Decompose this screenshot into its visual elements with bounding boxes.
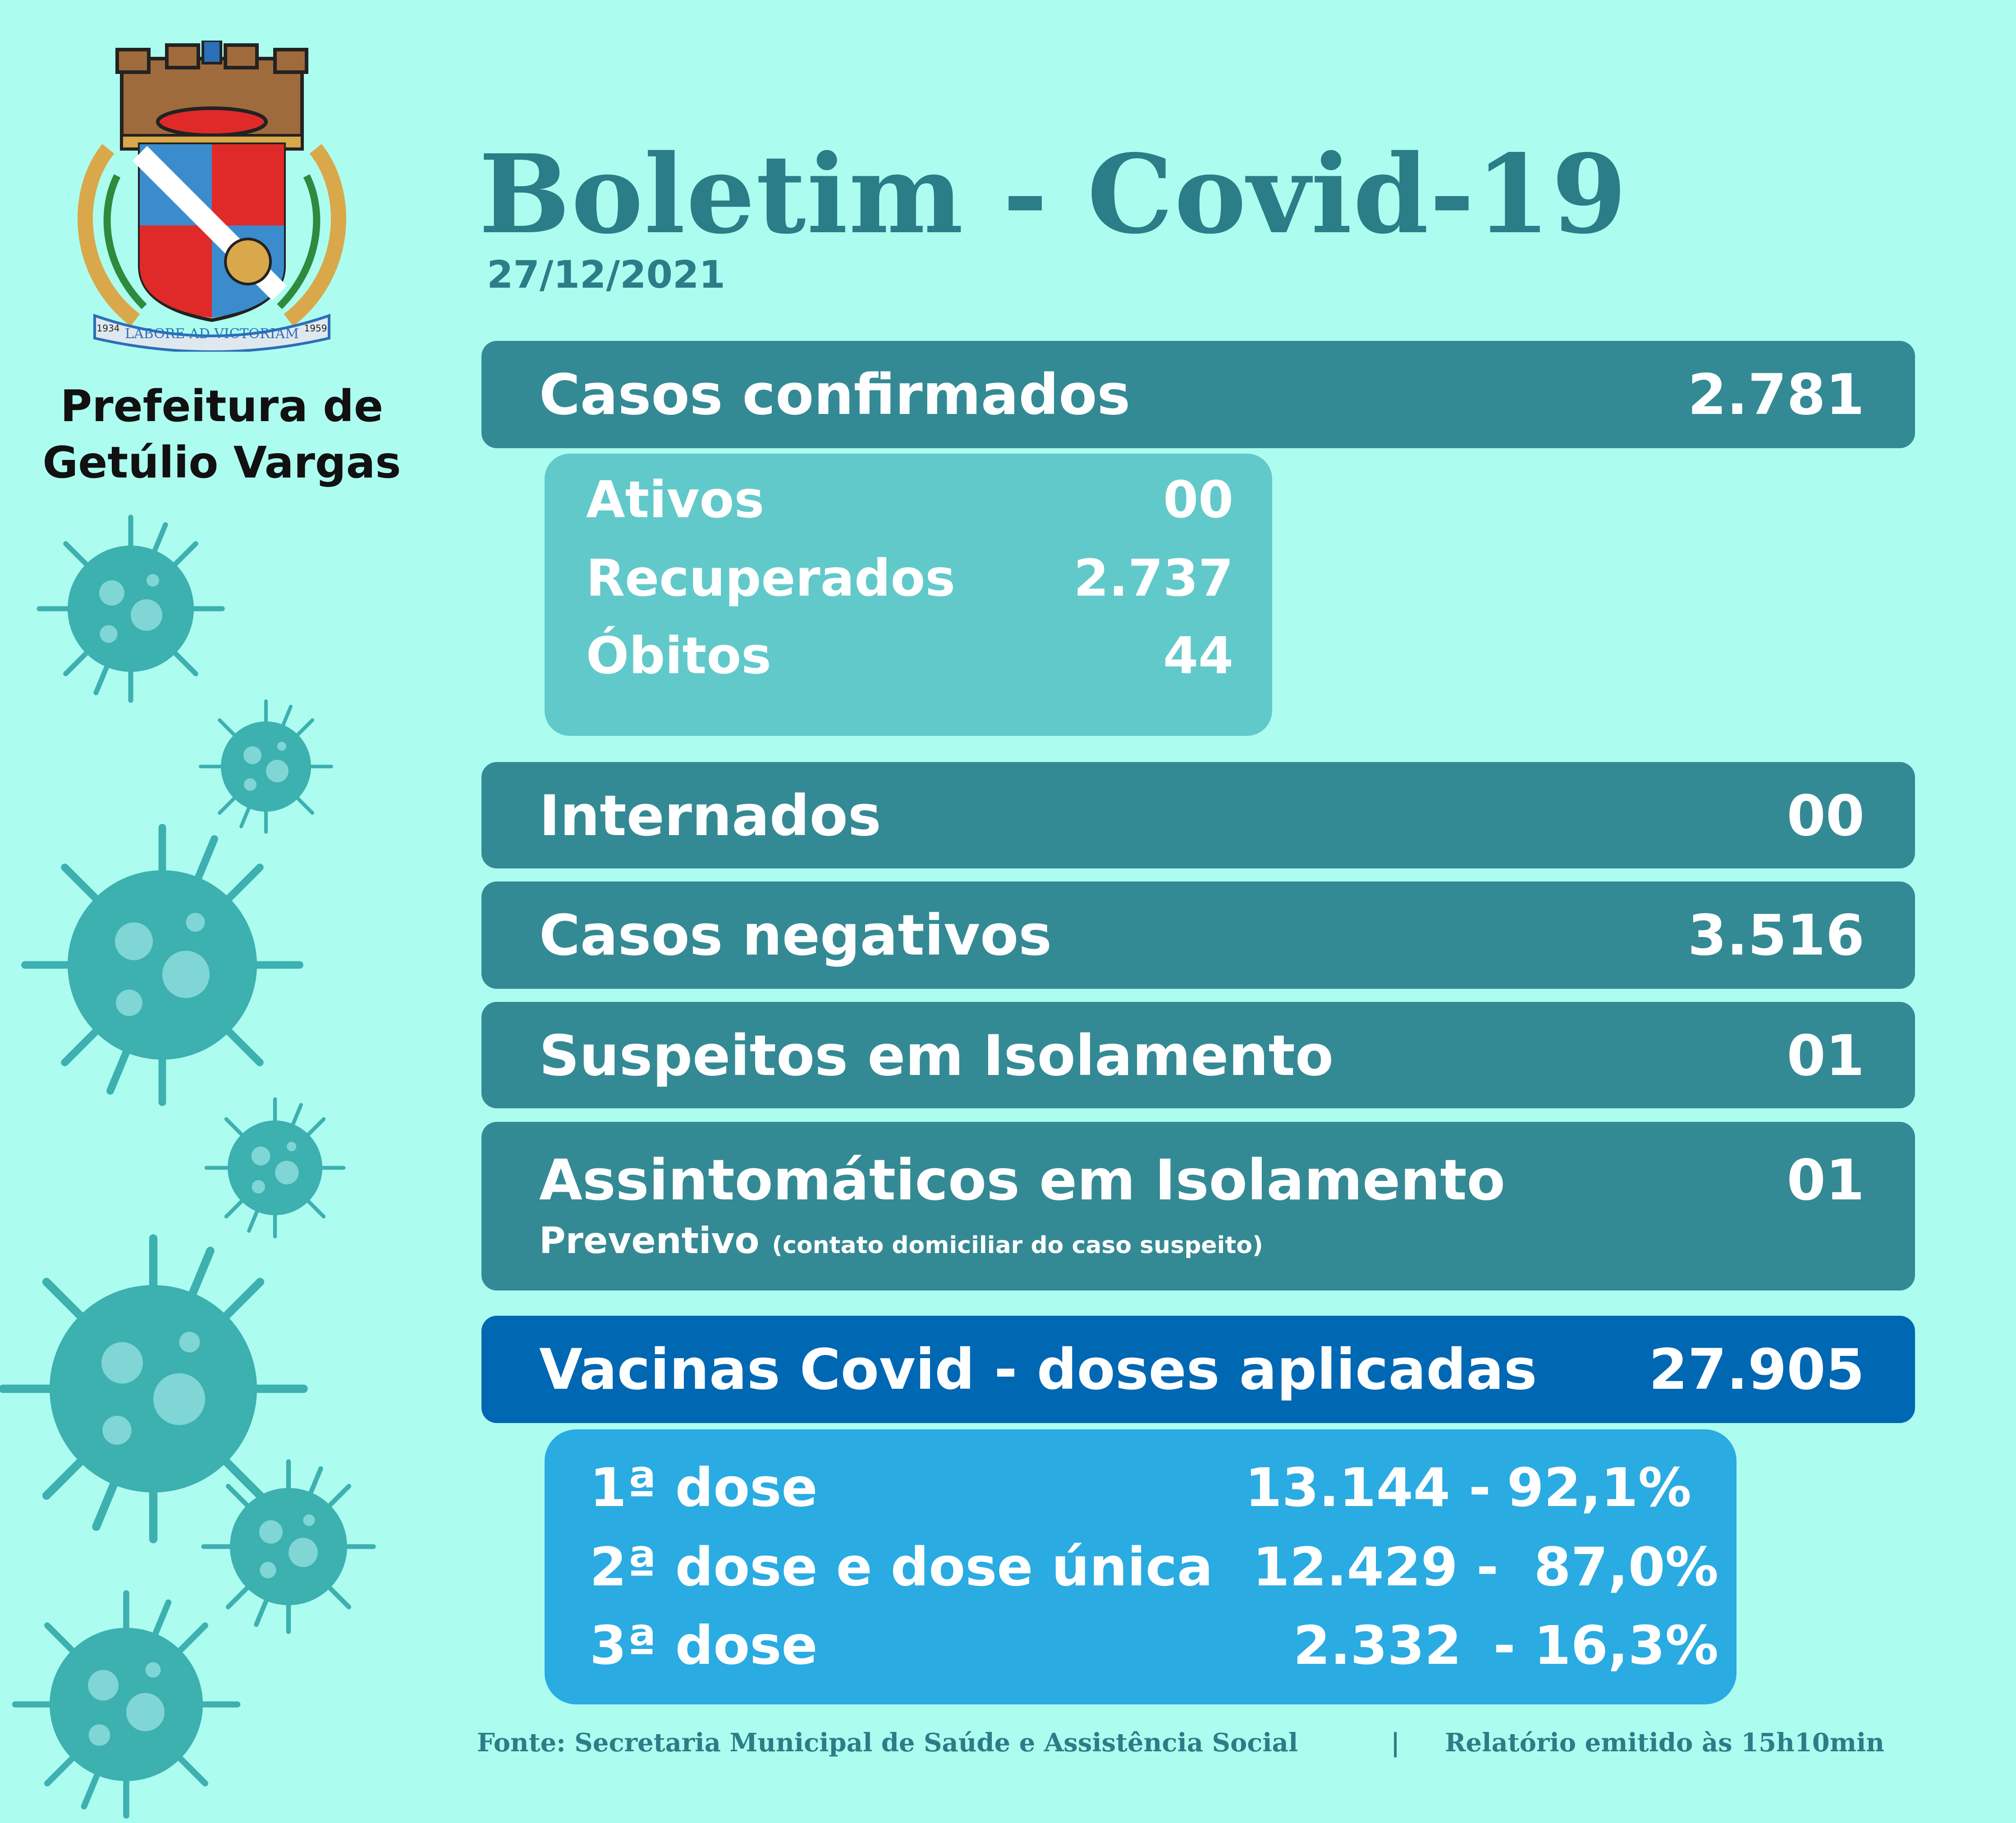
breakdown-value: 00 [1163, 471, 1233, 529]
asymptomatic-isolation-label: Assintomáticos em Isolamento [539, 1148, 1505, 1213]
confirmed-breakdown-panel [545, 454, 1272, 736]
asymptomatic-isolation-bar [481, 1122, 1915, 1290]
suspects-isolation-value: 01 [1787, 1024, 1865, 1088]
emblem-year-right: 1959 [304, 323, 327, 334]
emblem-year-left: 1934 [96, 323, 120, 334]
confirmed-cases-value: 2.781 [1687, 363, 1865, 427]
municipal-coat-of-arms-logo [68, 41, 356, 352]
dose-row-2 [545, 1536, 1737, 1598]
vaccines-value: 27.905 [1649, 1337, 1865, 1402]
dose-row-3 [545, 1614, 1737, 1676]
confirmed-cases-label: Casos confirmados [539, 363, 1131, 427]
confirmed-cases-bar [481, 341, 1915, 448]
footer-separator: | [1391, 1728, 1400, 1758]
asymptomatic-sublabel-line [539, 1220, 1263, 1262]
dose-row-1 [545, 1456, 1737, 1519]
negative-cases-bar [481, 882, 1915, 989]
dose-label: 2ª dose e dose única [590, 1536, 1213, 1598]
prefeitura-line1: Prefeitura de [60, 381, 384, 432]
vaccines-bar [481, 1316, 1915, 1423]
vaccines-label: Vacinas Covid - doses aplicadas [539, 1337, 1537, 1402]
breakdown-label: Ativos [586, 471, 765, 529]
asymptomatic-sublabel: Preventivo [539, 1220, 760, 1262]
negative-cases-label: Casos negativos [539, 903, 1052, 968]
dose-label: 1ª dose [590, 1456, 818, 1519]
internados-label: Internados [539, 784, 881, 849]
breakdown-value: 2.737 [1073, 549, 1233, 608]
breakdown-label: Óbitos [586, 627, 771, 685]
dose-label: 3ª dose [590, 1614, 818, 1676]
dose-count: 12.429 - [1252, 1536, 1498, 1598]
breakdown-row-obitos [545, 627, 1272, 685]
breakdown-row-recuperados [545, 549, 1272, 608]
breakdown-label: Recuperados [586, 549, 956, 608]
virus-icons-decoration [0, 496, 406, 1823]
prefeitura-line2: Getúlio Vargas [42, 437, 401, 488]
asymptomatic-note: (contato domiciliar do caso suspeito) [772, 1232, 1263, 1259]
bulletin-date: 27/12/2021 [487, 253, 725, 297]
dose-count: 2.332 [1293, 1614, 1462, 1676]
suspects-isolation-label: Suspeitos em Isolamento [539, 1024, 1334, 1088]
dose-count: 13.144 - [1245, 1456, 1491, 1519]
vaccine-doses-panel [545, 1429, 1737, 1704]
internados-value: 00 [1787, 784, 1865, 849]
footer-source: Fonte: Secretaria Municipal de Saúde e Assistência Social [477, 1728, 1298, 1758]
suspects-isolation-bar [481, 1002, 1915, 1108]
internados-bar [481, 762, 1915, 868]
breakdown-value: 44 [1163, 627, 1233, 685]
page-title: Boletim - Covid-19 [479, 131, 1628, 258]
emblem-motto: LABORE AD VICTORIAM [125, 326, 299, 342]
footer-report-time: Relatório emitido às 15h10min [1445, 1728, 1884, 1758]
negative-cases-value: 3.516 [1687, 903, 1865, 968]
dose-percent: 92,1% [1507, 1456, 1691, 1519]
dose-percent: 87,0% [1534, 1536, 1718, 1598]
asymptomatic-isolation-value: 01 [1787, 1148, 1865, 1213]
breakdown-row-ativos [545, 471, 1272, 529]
dose-percent: - 16,3% [1493, 1614, 1718, 1676]
